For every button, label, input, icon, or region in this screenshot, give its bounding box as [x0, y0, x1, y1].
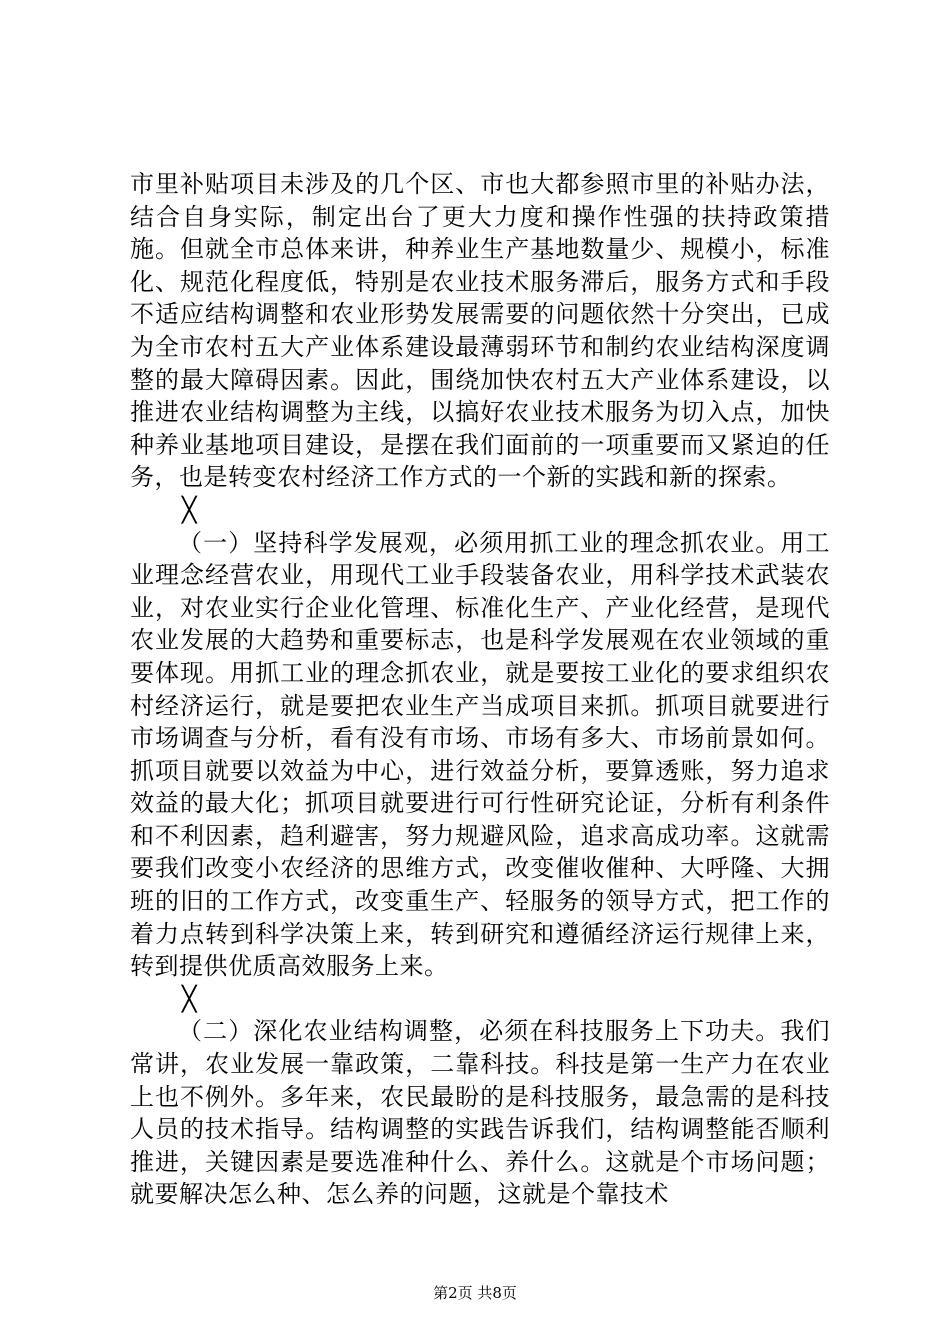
paragraph-intro: 市里补贴项目未涉及的几个区、市也大都参照市里的补贴办法，结合自身实际，制定出台了更大力度和操作性强的扶持政策措施。但就全市总体来讲，种养业生产基地数量少、规模小，标准化、规范化程度低，特别是农业技术服务滞后，服务方式和手段不适应结构调整和农业形势发展需要的问题依然十分突出，已成为全市农村五大产业体系建设最薄弱环节和制约农业结构深度调整的最大障碍因素。因此，围绕加快农村五大产业体系建设，以推进农业结构调整为主线，以搞好农业技术服务为切入点，加快种养业基地项目建设，是摆在我们面前的一项重要而又紧迫的任务，也是转变农村经济工作方式的一个新的实践和新的探索。: [130, 170, 830, 492]
cross-mark-icon: ╳: [182, 984, 197, 1013]
page-footer: 第2页 共8页: [433, 1284, 517, 1302]
paragraph-section-1: （一）坚持科学发展观，必须用抓工业的理念抓农业。用工业理念经营农业，用现代工业手段装备农业，用科学技术武装农业，对农业实行企业化管理、标准化生产、产业化经营，是现代农业发展的大趋势和重要标志，也是科学发展观在农业领域的重要体现。用抓工业的理念抓农业，就是要按工业化的要求组织农村经济运行，就是要把农业生产当成项目来抓。抓项目就要进行市场调查与分析，看有没有市场、市场有多大、市场前景如何。抓项目就要以效益为中心，进行效益分析，要算透账，努力追求效益的最大化；抓项目就要进行可行性研究论证，分析有利条件和不利因素，趋利避害，努力规避风险，追求高成功率。这就需要我们改变小农经济的思维方式，改变催收催种、大呼隆、大拥班的旧的工作方式，改变重生产、轻服务的领导方式，把工作的着力点转到科学决策上来，转到研究和遵循经济运行规律上来，转到提供优质高效服务上来。: [130, 528, 830, 981]
paragraph-section-2: （二）深化农业结构调整，必须在科技服务上下功夫。我们常讲，农业发展一靠政策，二靠科技。科技是第一生产力在农业上也不例外。多年来，农民最盼的是科技服务，最急需的是科技人员的技术指导。结构调整的实践告诉我们，结构调整能否顺利推进，关键因素是要选准种什么、养什么。这就是个市场问题；就要解决怎么种、怎么养的问题，这就是个靠技术: [130, 1017, 830, 1209]
cross-mark-icon: ╳: [182, 495, 197, 524]
document-body: [130, 168, 830, 1211]
